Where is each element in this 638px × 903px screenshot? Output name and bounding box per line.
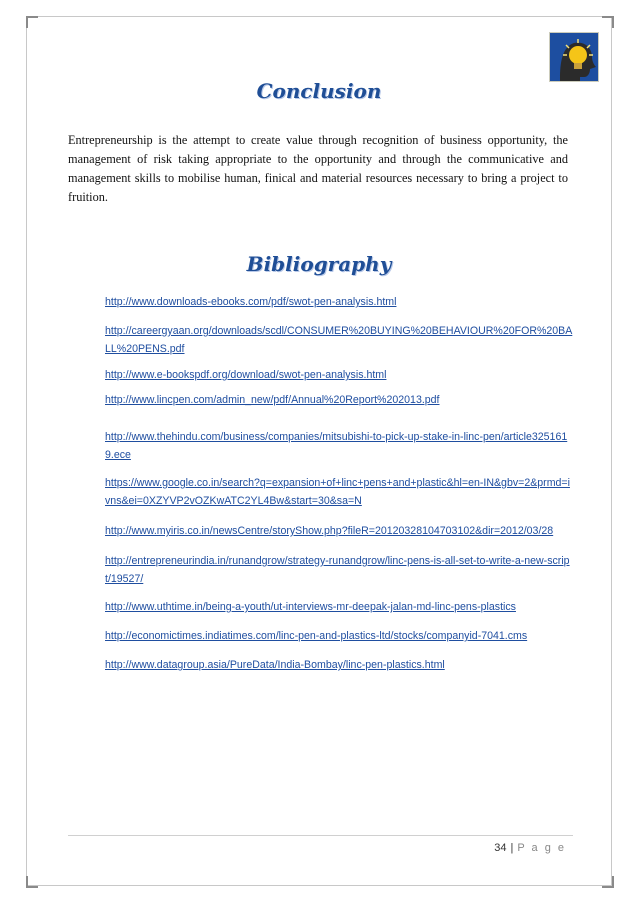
corner-ornament (602, 876, 614, 888)
bibliography-link[interactable]: http://www.datagroup.asia/PureData/India-Bombay/linc-pen-plastics.html (105, 659, 445, 671)
bibliography-link[interactable]: https://www.google.co.in/search?q=expansion+of+linc+pens+and+plastic&hl=en-IN&gbv=2&prmd=ivns&ei=0XZYVP2vOZKwATC2YL4Bw&start=30&sa=N (105, 477, 570, 507)
page-footer (494, 842, 566, 854)
bibliography-link[interactable]: http://economictimes.indiatimes.com/linc-pen-and-plastics-ltd/stocks/companyid-7041.cms (105, 630, 528, 642)
conclusion-heading: Conclusion (256, 79, 382, 103)
footer-separator: | (510, 842, 514, 854)
bibliography-link[interactable]: http://www.downloads-ebooks.com/pdf/swot-pen-analysis.html (105, 296, 397, 308)
bibliography-link[interactable]: http://www.uthtime.in/being-a-youth/ut-interviews-mr-deepak-jalan-md-linc-pens-plastics (105, 601, 516, 613)
corner-ornament (602, 16, 614, 28)
bibliography-link[interactable]: http://www.lincpen.com/admin_new/pdf/Annual%20Report%202013.pdf (105, 394, 440, 406)
bibliography-link[interactable]: http://careergyaan.org/downloads/scdl/CONSUMER%20BUYING%20BEHAVIOUR%20FOR%20BALL%20PENS.pdf (105, 325, 573, 355)
bibliography-link[interactable]: http://www.e-bookspdf.org/download/swot-pen-analysis.html (105, 369, 387, 381)
page-number: 34 (494, 842, 507, 854)
lightbulb-head-icon (549, 32, 599, 82)
footer-divider (68, 835, 573, 836)
corner-ornament (26, 876, 38, 888)
corner-ornament (26, 16, 38, 28)
bibliography-link[interactable]: http://www.myiris.co.in/newsCentre/storyShow.php?fileR=20120328104703102&dir=2012/03/28 (105, 525, 554, 537)
conclusion-paragraph: Entrepreneurship is the attempt to create value through recognition of business opportunity, the management of risk taking appropriate to the opportunity and through the communicative and management skills to mobilise human, finical and material resources necessary to bring a project to fruition. (68, 133, 568, 204)
bibliography-heading: Bibliography (246, 252, 392, 276)
bibliography-link[interactable]: http://entrepreneurindia.in/runandgrow/strategy-runandgrow/linc-pens-is-all-set-to-write-a-new-script/19527/ (105, 555, 570, 585)
page-label: P a g e (517, 842, 566, 854)
bibliography-link[interactable]: http://www.thehindu.com/business/companies/mitsubishi-to-pick-up-stake-in-linc-pen/article3251619.ece (105, 431, 568, 461)
bibliography-list (105, 292, 575, 673)
